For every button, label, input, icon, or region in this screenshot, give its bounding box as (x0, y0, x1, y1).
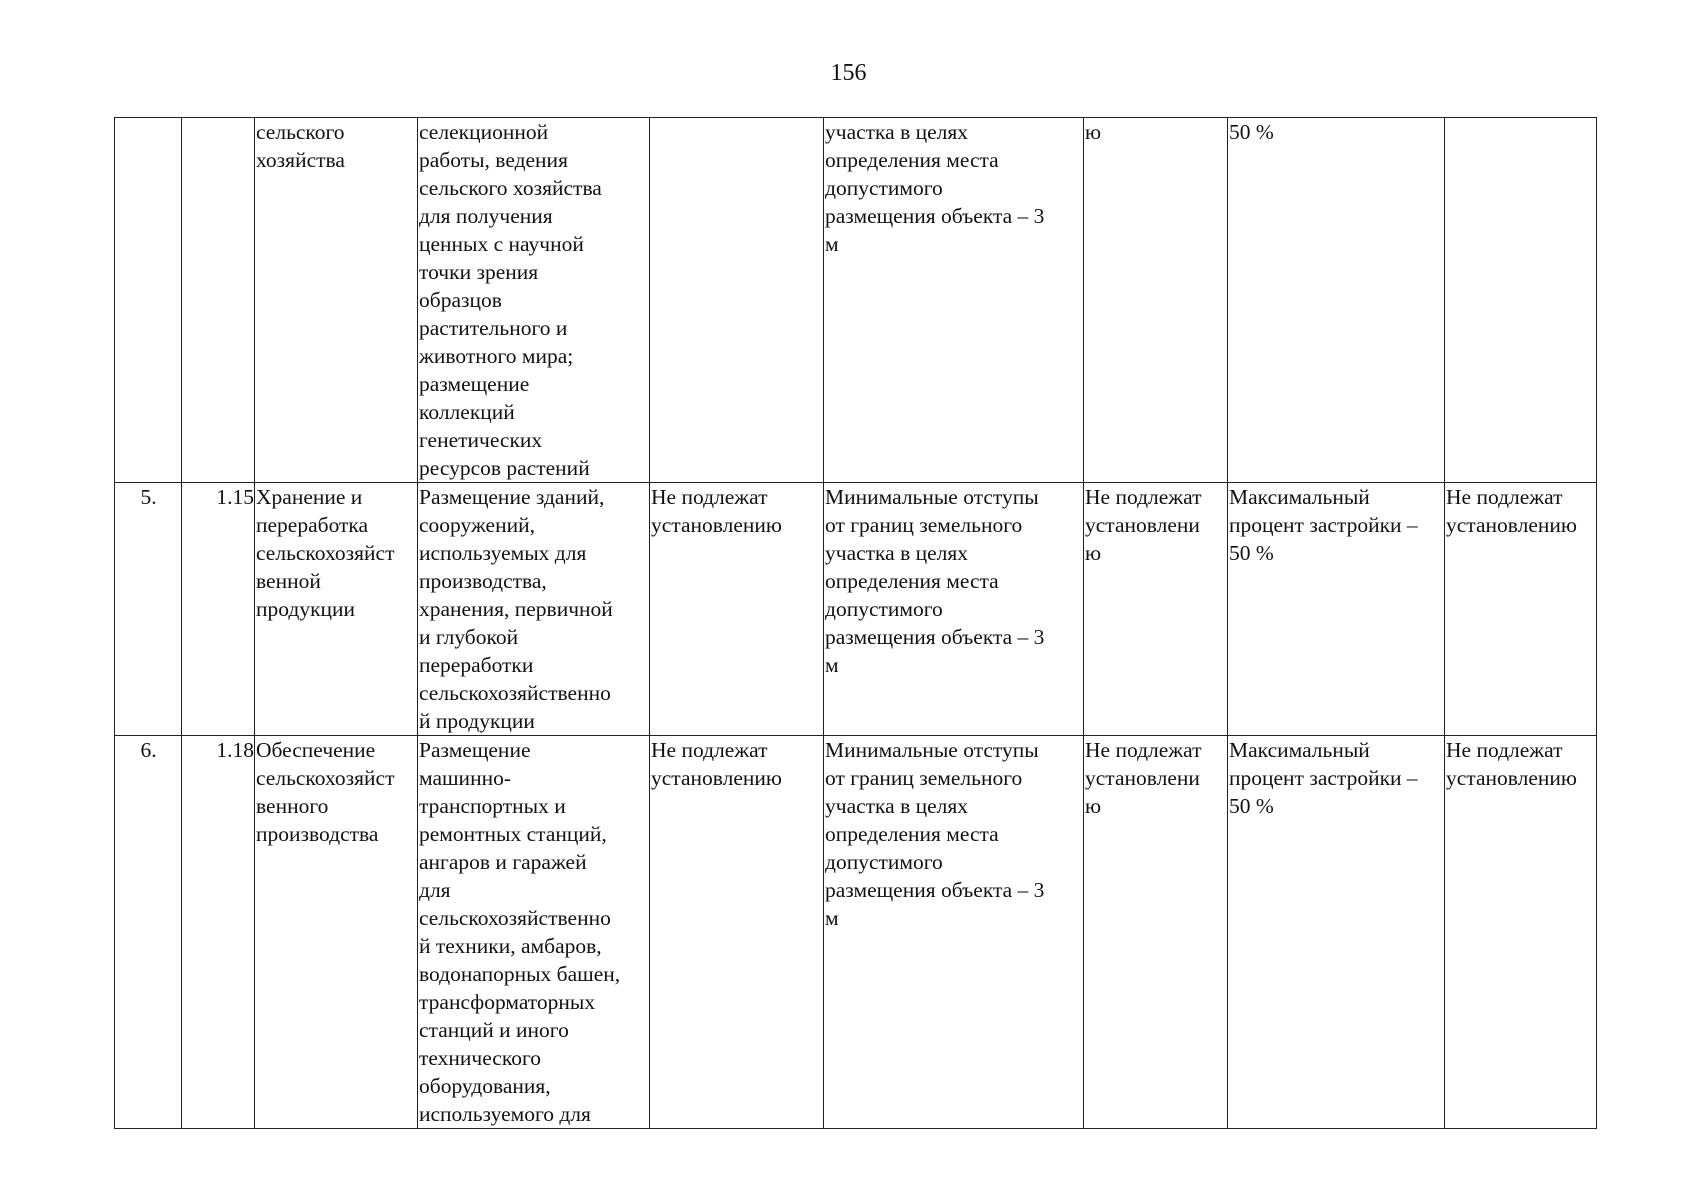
use-name-cell: Хранение и переработка сельскохозяйст венной продукции (255, 483, 418, 736)
use-name-cell: Обеспечение сельскохозяйст венного производства (255, 736, 418, 1129)
setbacks-cell: Минимальные отступы от границ земельного участка в целях определения места допустимого размещения объекта – 3 м (824, 483, 1084, 736)
table-row (115, 483, 1597, 736)
other-cell: Не подлежат установлению (1445, 483, 1597, 736)
row-number-cell (115, 118, 182, 483)
other-cell (1445, 118, 1597, 483)
table-row (115, 118, 1597, 483)
row-number-cell: 5. (115, 483, 182, 736)
table-row (115, 736, 1597, 1129)
code-cell: 1.18 (182, 736, 255, 1129)
setbacks-cell: Минимальные отступы от границ земельного участка в целях определения места допустимого размещения объекта – 3 м (824, 736, 1084, 1129)
code-cell: 1.15 (182, 483, 255, 736)
limits-cell (650, 118, 824, 483)
page-number: 156 (830, 60, 867, 86)
use-name-cell: сельского хозяйства (255, 118, 418, 483)
coverage-cell: Максимальный процент застройки – 50 % (1228, 483, 1445, 736)
description-cell: Размещение машинно- транспортных и ремонтных станций, ангаров и гаражей для сельскохозяйственно й техники, амбаров, водонапорных башен, трансформаторных станций и иного технического оборудования, используемого для (418, 736, 650, 1129)
code-cell (182, 118, 255, 483)
limits-cell: Не подлежат установлению (650, 483, 824, 736)
coverage-cell: Максимальный процент застройки – 50 % (1228, 736, 1445, 1129)
row-number-cell: 6. (115, 736, 182, 1129)
setbacks-cell: участка в целях определения места допустимого размещения объекта – 3 м (824, 118, 1084, 483)
coverage-cell: 50 % (1228, 118, 1445, 483)
height-cell: ю (1084, 118, 1228, 483)
height-cell: Не подлежат установлени ю (1084, 483, 1228, 736)
height-cell: Не подлежат установлени ю (1084, 736, 1228, 1129)
limits-cell: Не подлежат установлению (650, 736, 824, 1129)
other-cell: Не подлежат установлению (1445, 736, 1597, 1129)
description-cell: селекционной работы, ведения сельского хозяйства для получения ценных с научной точки зрения образцов растительного и животного мира; размещение коллекций генетических ресурсов растений (418, 118, 650, 483)
zoning-table (114, 117, 1597, 1129)
description-cell: Размещение зданий, сооружений, используемых для производства, хранения, первичной и глубокой переработки сельскохозяйственно й продукции (418, 483, 650, 736)
